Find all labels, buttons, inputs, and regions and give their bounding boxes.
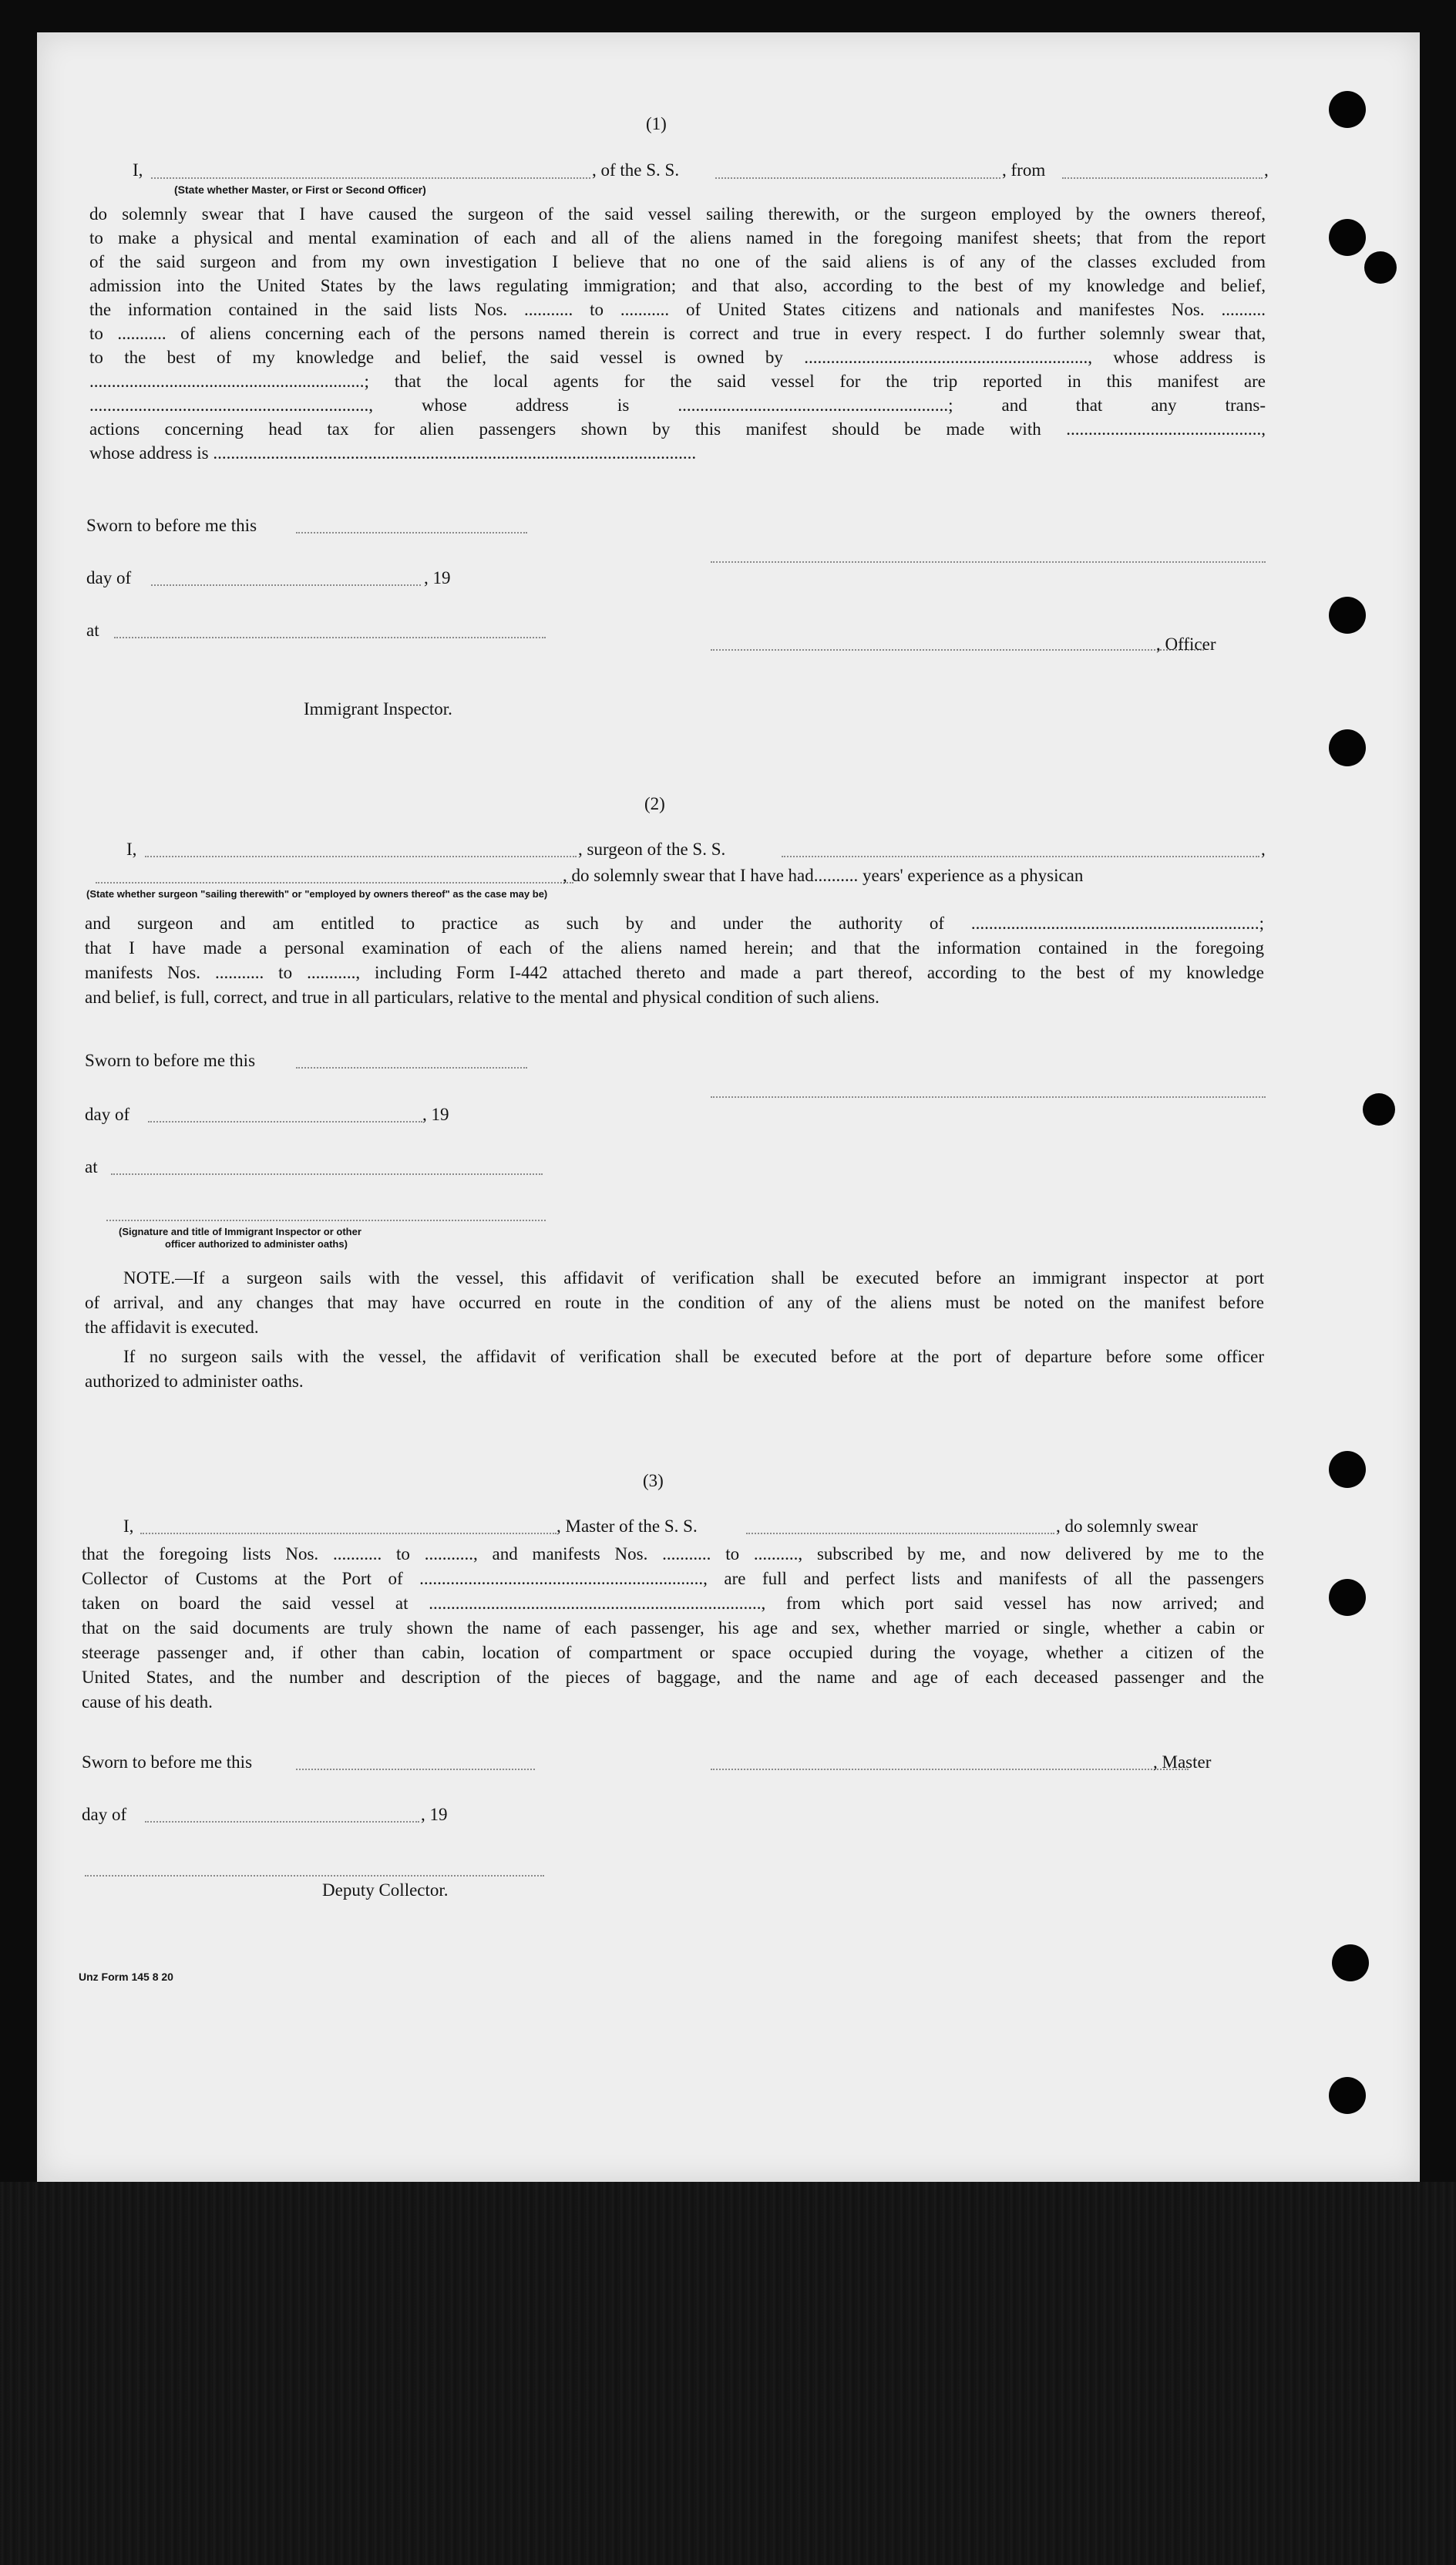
s1-of-ss-label: , of the S. S. (592, 160, 680, 180)
scanner-background (0, 2182, 1456, 2565)
punch-hole (1329, 219, 1366, 256)
s3-ship-line (746, 1533, 1054, 1534)
s3-year-label: , 19 (421, 1805, 448, 1824)
s3-para-line: that on the said documents are truly shown the name of each passenger, his age and sex, whether married or single, whether a cabin or (82, 1618, 1264, 1638)
s1-para-line: ..............................................................., whose address is .............................................................; and that any trans- (89, 396, 1266, 415)
s2-note-line: the affidavit is executed. (85, 1318, 259, 1337)
s1-para-line: to the best of my knowledge and belief, the said vessel is owned by ................................................................, whose address is (89, 348, 1266, 367)
punch-hole (1364, 251, 1397, 284)
s2-end-comma: , (1261, 840, 1266, 859)
s1-year-label: , 19 (424, 568, 451, 587)
s2-para-line: and belief, is full, correct, and true in all particulars, relative to the mental and physical condition of such aliens. (85, 988, 879, 1007)
s1-para-line: to make a physical and mental examination of each and all of the aliens named in the foregoing manifest sheets; that from the report (89, 228, 1266, 247)
punch-hole (1332, 1944, 1369, 1981)
s1-sworn-line (296, 532, 527, 534)
punch-hole (1329, 597, 1366, 634)
s3-para-line: United States, and the number and description of the pieces of baggage, and the name and age of each deceased passenger and the (82, 1668, 1264, 1687)
s1-officer-line (711, 649, 1204, 651)
s3-para-line: that the foregoing lists Nos. ........... to ..........., and manifests Nos. ........... to .........., subscribed by me, and now delivered by me to the (82, 1544, 1264, 1564)
s3-master-label: , Master of the S. S. (557, 1516, 698, 1536)
form-id: Unz Form 145 8 20 (79, 1971, 173, 1983)
s2-signature-note-2: officer authorized to administer oaths) (165, 1238, 348, 1250)
s2-para-line: manifests Nos. ........... to ..........., including Form I-442 attached thereto and made a part thereof, according to the best of my knowledge (85, 963, 1264, 982)
s1-officer-name-line (151, 177, 590, 179)
s2-surgeon-label: , surgeon of the S. S. (578, 840, 726, 859)
s3-deputy-label: Deputy Collector. (322, 1880, 449, 1900)
s3-master-name-line (140, 1533, 557, 1534)
s1-at-label: at (86, 621, 99, 640)
s1-i-label: I, (133, 160, 143, 180)
manifest-affidavit-page (37, 32, 1420, 2182)
punch-hole (1329, 1579, 1366, 1616)
s2-note-line: of arrival, and any changes that may have occurred en route in the condition of any of the aliens must be noted on the manifest before (85, 1293, 1264, 1312)
punch-hole (1329, 1451, 1366, 1488)
s1-day-line (151, 584, 421, 586)
s3-i-label: I, (123, 1516, 134, 1536)
s3-day-of-label: day of (82, 1805, 127, 1824)
s1-para-line: ..............................................................; that the local agents for the said vessel for the trip reported in this manifest are (89, 372, 1266, 391)
s1-para-line: actions concerning head tax for alien passengers shown by this manifest should be made with ............................................, (89, 419, 1266, 439)
s2-para-line: and surgeon and am entitled to practice as such by and under the authority of .................................................................; (85, 914, 1264, 933)
s3-para-line: taken on board the said vessel at ..........................................................................., from which port said vessel has now arrived; and (82, 1594, 1264, 1613)
s2-at-label: at (85, 1157, 98, 1176)
s2-sworn-line (296, 1067, 527, 1069)
s2-note2-line: If no surgeon sails with the vessel, the affidavit of verification shall be executed before at the port of departure before some officer (123, 1347, 1264, 1366)
s1-para-line: whose address is ............................................................................................................. (89, 443, 697, 463)
s2-para-line: that I have made a personal examination of each of the aliens named herein; and that the information contained in the foregoing (85, 938, 1264, 958)
s3-para-line: Collector of Customs at the Port of ................................................................, are full and perfect lists and manifests of all the passengers (82, 1569, 1264, 1588)
s3-day-line (145, 1821, 419, 1823)
s1-from-label: , from (1002, 160, 1046, 180)
s1-sworn-label: Sworn to before me this (86, 516, 257, 535)
s2-signature-note-1: (Signature and title of Immigrant Inspector or other (119, 1226, 361, 1237)
s1-para-line: to ........... of aliens concerning each of the persons named therein is correct and true in every respect. I do further solemnly swear that, (89, 324, 1266, 343)
s3-swear-label: , do solemnly swear (1056, 1516, 1198, 1536)
s1-para-line: do solemnly swear that I have caused the surgeon of the said vessel sailing therewith, or the surgeon employed by the owners thereof, (89, 204, 1266, 224)
s1-officer-label: , Officer (1156, 635, 1216, 654)
s2-sworn-label: Sworn to before me this (85, 1051, 256, 1070)
s3-collector-signature-line (85, 1875, 544, 1877)
s3-para-line: cause of his death. (82, 1692, 213, 1712)
section-2-number: (2) (644, 794, 665, 813)
s1-end-comma: , (1264, 160, 1269, 180)
s3-master-signature-line (711, 1769, 1189, 1770)
section-1-number: (1) (646, 114, 667, 133)
s2-inspector-signature-line (106, 1220, 546, 1221)
s2-year-label: , 19 (422, 1105, 449, 1124)
s1-from-port-line (1062, 177, 1263, 179)
s2-at-line (111, 1173, 543, 1175)
s3-sworn-line (296, 1769, 535, 1770)
s1-at-line (114, 637, 546, 638)
s2-note-line: NOTE.—If a surgeon sails with the vessel, this affidavit of verification shall be executed before an immigrant inspector at port (123, 1268, 1264, 1288)
s3-sworn-label: Sworn to before me this (82, 1752, 253, 1772)
s1-para-line: the information contained in the said lists Nos. ........... to ........... of United States citizens and nationals and manifestes Nos. .......... (89, 300, 1266, 319)
s1-para-line: admission into the United States by the laws regulating immigration; and that also, according to the best of my knowledge and belief, (89, 276, 1266, 295)
s2-swear-line: , do solemnly swear that I have had.......... years' experience as a physican (563, 866, 1084, 885)
punch-hole (1329, 2077, 1366, 2114)
s2-day-line (148, 1121, 422, 1123)
s2-surgeon-type-line (96, 882, 573, 884)
s1-para-line: of the said surgeon and from my own investigation I believe that no one of the said aliens is of any of the classes excluded from (89, 252, 1266, 271)
s2-day-of-label: day of (85, 1105, 130, 1124)
s1-officer-note: (State whether Master, or First or Second Officer) (174, 183, 426, 196)
s2-surgeon-name-line (145, 856, 577, 857)
punch-hole (1363, 1093, 1395, 1126)
s2-i-label: I, (126, 840, 137, 859)
s2-note2-line: authorized to administer oaths. (85, 1372, 304, 1391)
s3-master-sign-label: , Master (1153, 1752, 1212, 1772)
s2-surgeon-note: (State whether surgeon "sailing therewith" or "employed by owners thereof" as the case may be) (86, 888, 548, 900)
punch-hole (1329, 729, 1366, 766)
s1-day-of-label: day of (86, 568, 132, 587)
s2-signature-line (711, 1096, 1266, 1098)
s1-signature-line (711, 561, 1266, 563)
section-3-number: (3) (643, 1471, 664, 1490)
s2-ship-line (782, 856, 1259, 857)
s1-ship-name-line (715, 177, 1000, 179)
s3-para-line: steerage passenger and, if other than cabin, location of compartment or space occupied during the voyage, whether a citizen of the (82, 1643, 1264, 1662)
punch-hole (1329, 91, 1366, 128)
s1-inspector-label: Immigrant Inspector. (304, 699, 452, 719)
